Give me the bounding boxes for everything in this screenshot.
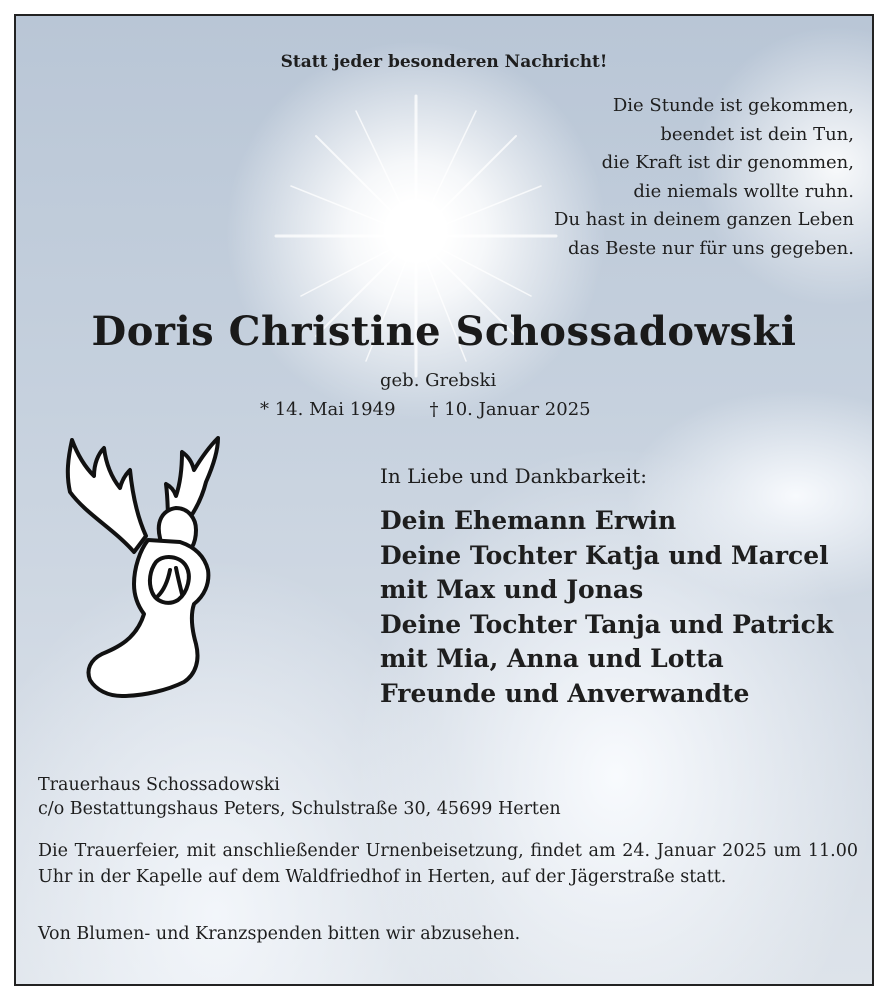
poem-line: das Beste nur für uns gegeben.	[567, 237, 854, 259]
deceased-name: Doris Christine Schossadowski	[91, 308, 797, 355]
poem-line: beendet ist dein Tun,	[660, 123, 854, 145]
family-member: Dein Ehemann Erwin	[380, 506, 677, 535]
mourning-address	[38, 774, 561, 821]
family-member: mit Mia, Anna und Lotta	[380, 644, 724, 673]
address-line: Trauerhaus Schossadowski	[38, 775, 280, 795]
flowers-request: Von Blumen- und Kranzspenden bitten wir abzusehen.	[38, 924, 521, 944]
poem-line: die niemals wollte ruhn.	[633, 180, 854, 202]
death-date: † 10. Januar 2025	[429, 399, 591, 420]
birth-date: * 14. Mai 1949	[260, 399, 396, 420]
family-member: Deine Tochter Katja und Marcel	[380, 540, 829, 570]
poem	[554, 92, 854, 263]
family-list	[380, 504, 833, 711]
address-line: c/o Bestattungshaus Peters, Schulstraße 30, 45699 Herten	[38, 798, 561, 819]
notice-header: Statt jeder besonderen Nachricht!	[280, 52, 608, 72]
family-member: Deine Tochter Tanja und Patrick	[380, 609, 834, 639]
family-member: Freunde und Anverwandte	[380, 678, 750, 708]
birth-name: geb. Grebski	[380, 370, 497, 391]
life-dates	[260, 399, 591, 420]
dedication: In Liebe und Dankbarkeit:	[380, 464, 647, 488]
ceremony-info: Die Trauerfeier, mit anschließender Urnenbeisetzung, findet am 24. Januar 2025 um 11.00 Uhr in der Kapelle auf dem Waldfriedhof in Herten, auf der Jägerstraße statt.	[38, 841, 858, 887]
obituary-notice	[14, 14, 874, 986]
poem-line: Die Stunde ist gekommen,	[612, 95, 854, 116]
family-member: mit Max und Jonas	[380, 575, 644, 604]
poem-line: Du hast in deinem ganzen Leben	[554, 209, 854, 230]
poem-line: die Kraft ist dir genommen,	[601, 152, 854, 173]
angel-icon	[64, 434, 224, 704]
